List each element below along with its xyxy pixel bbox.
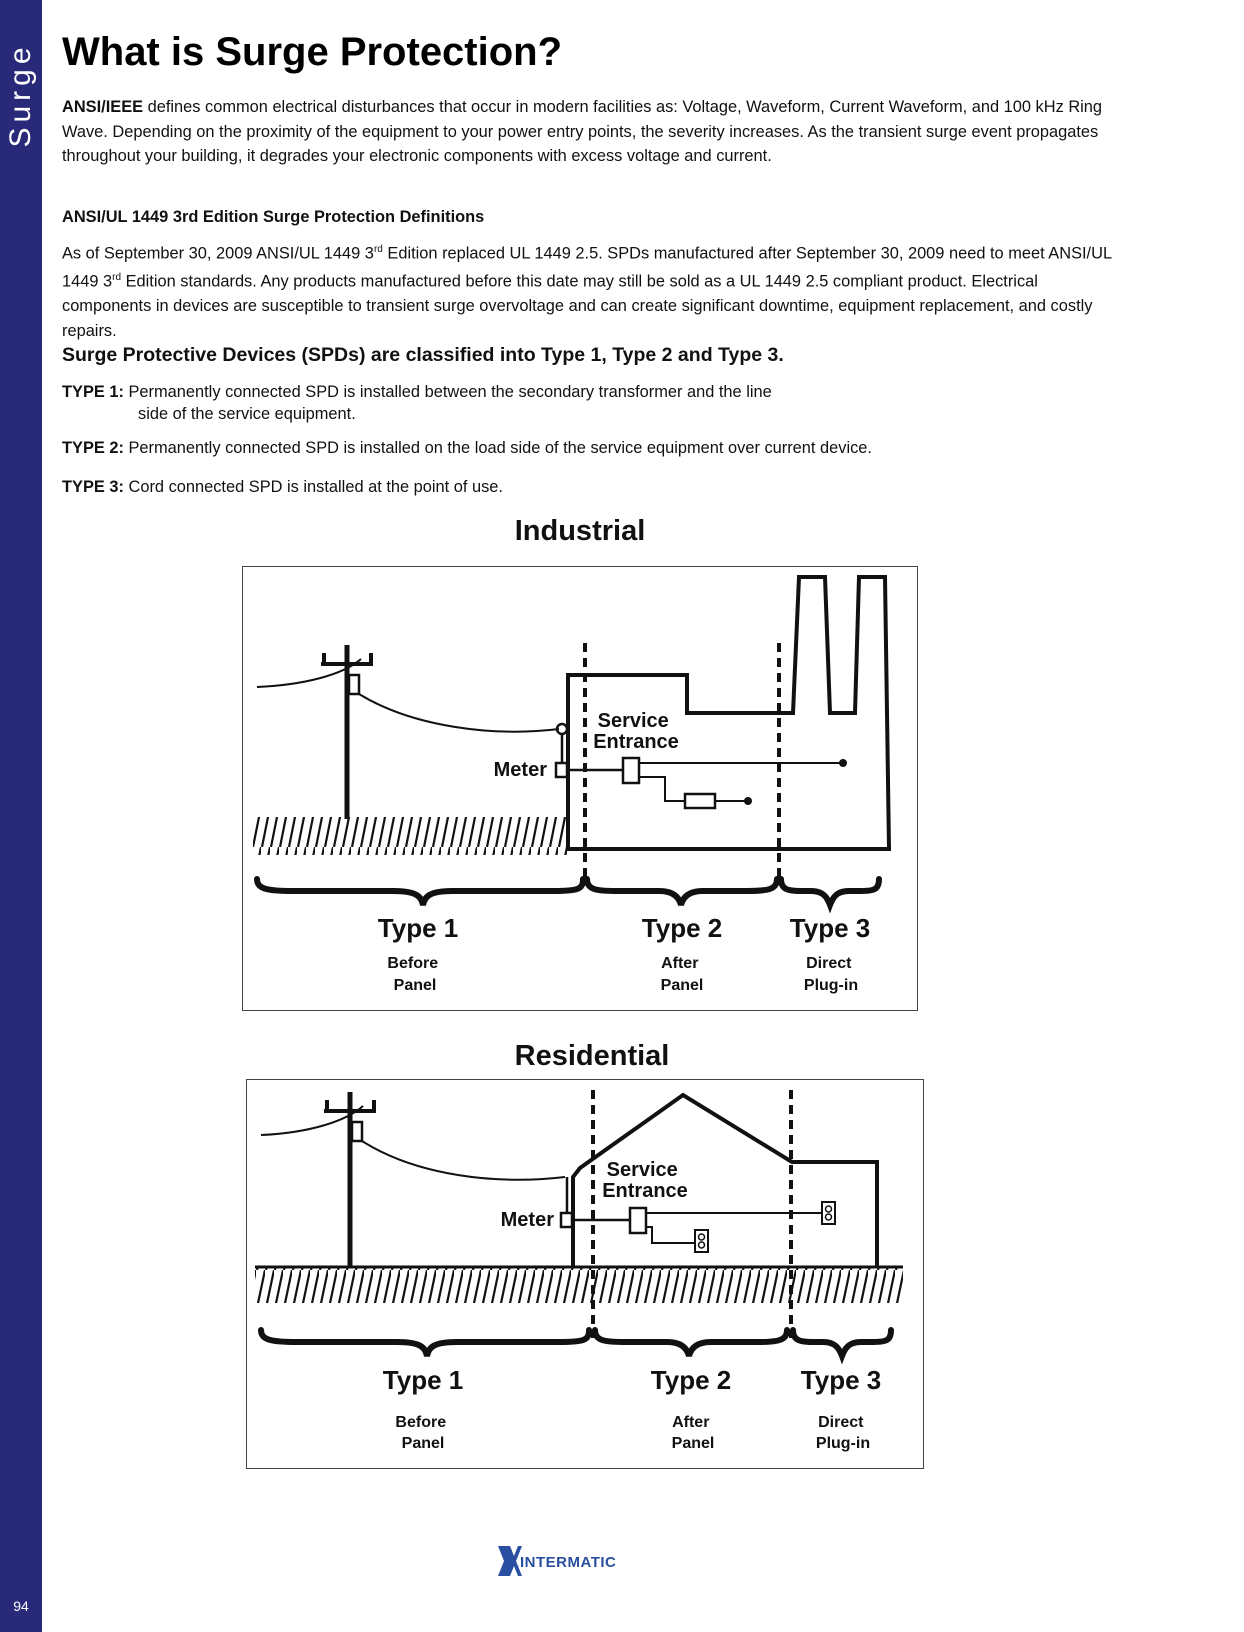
zone-type3-label: Type 3 bbox=[789, 913, 871, 943]
residential-diagram bbox=[246, 1079, 924, 1469]
side-tab bbox=[0, 0, 42, 1632]
industrial-svg bbox=[243, 567, 917, 1010]
meter-label: Meter bbox=[493, 759, 547, 781]
intro-lead: ANSI/IEEE bbox=[62, 98, 144, 116]
definitions-heading: ANSI/UL 1449 3rd Edition Surge Protection Definitions bbox=[62, 208, 485, 226]
zone-braces bbox=[261, 1330, 891, 1356]
zone-type2-desc: After Panel bbox=[671, 1414, 715, 1452]
section-label: Surge bbox=[4, 42, 37, 148]
intro-text: defines common electrical disturbances that occur in modern facilities as: Voltage, Waveform, Current Waveform, and 100 kHz Ring Wave. Depending on the proximity of the equipment to your power entry points, the severity increases. As the transient surge event propagates throughout your building, it degrades your electronic components with excess voltage and current. bbox=[62, 98, 1103, 166]
residential-title: Residential bbox=[514, 1040, 670, 1072]
zone-type1-desc: Before Panel bbox=[395, 1414, 447, 1452]
definitions-paragraph: As of September 30, 2009 ANSI/UL 1449 3rd Edition replaced UL 1449 2.5. SPDs manufactured after September 30, 2009 need to meet ANSI/UL 1449 3rd Edition standards. Any products manufactured before this date may still be sold as a UL 1449 2.5 compliant product. Electrical components in devices are susceptible to transient surge overvoltage and can create significant downtime, equipment replacement, and costly repairs. bbox=[62, 244, 1112, 340]
intro-paragraph bbox=[62, 95, 1107, 169]
zone-type1-desc: Before Panel bbox=[387, 955, 439, 994]
zone-type2-desc: After Panel bbox=[660, 955, 704, 994]
industrial-diagram bbox=[242, 566, 918, 1011]
industrial-title: Industrial bbox=[514, 515, 646, 547]
zone-type3-desc: Direct Plug-in bbox=[815, 1414, 871, 1452]
ground-hatch bbox=[255, 1267, 903, 1303]
utility-pole bbox=[257, 645, 559, 819]
zone-type1-label: Type 1 bbox=[377, 913, 459, 943]
service-entrance-label: Service Entrance bbox=[593, 710, 679, 753]
zone-type3-desc: Direct Plug-in bbox=[803, 955, 859, 994]
residential-svg bbox=[247, 1080, 923, 1468]
service-entrance-label: Service Entrance bbox=[602, 1159, 688, 1202]
type1-definition: TYPE 1: Permanently connected SPD is installed between the secondary transformer and the line side of the service equipment. bbox=[62, 383, 772, 423]
intermatic-logo bbox=[496, 1544, 656, 1578]
page-number: 94 bbox=[13, 1598, 29, 1614]
type3-definition: TYPE 3: Cord connected SPD is installed at the point of use. bbox=[62, 478, 503, 496]
zone-type1-label: Type 1 bbox=[382, 1365, 464, 1395]
utility-pole bbox=[261, 1092, 565, 1267]
zone-type2-label: Type 2 bbox=[650, 1365, 732, 1395]
classification-heading: Surge Protective Devices (SPDs) are classified into Type 1, Type 2 and Type 3. bbox=[62, 344, 784, 366]
intermatic-x-icon bbox=[498, 1546, 522, 1576]
meter-label: Meter bbox=[500, 1209, 554, 1231]
type2-definition: TYPE 2: Permanently connected SPD is installed on the load side of the service equipment over current device. bbox=[62, 439, 872, 457]
page-title: What is Surge Protection? bbox=[62, 30, 563, 74]
logo-wordmark: INTERMATIC bbox=[520, 1554, 617, 1571]
zone-braces bbox=[257, 879, 879, 905]
ground-hatch bbox=[253, 817, 568, 855]
zone-type3-label: Type 3 bbox=[800, 1365, 882, 1395]
zone-type2-label: Type 2 bbox=[641, 913, 723, 943]
